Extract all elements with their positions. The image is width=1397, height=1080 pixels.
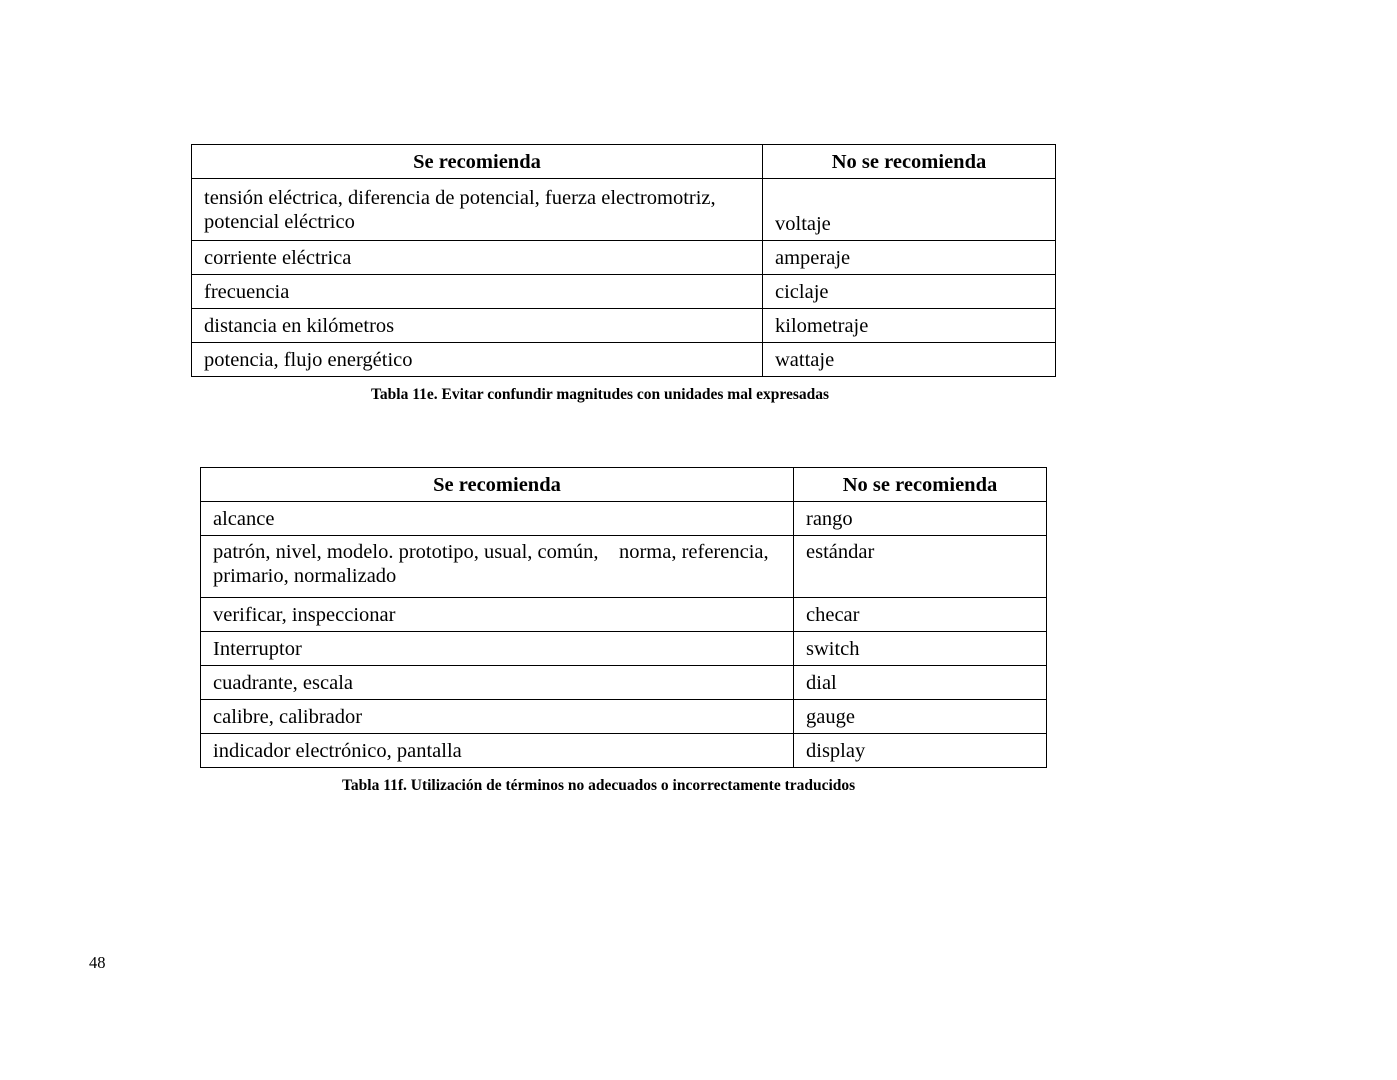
not-recommended-term: kilometraje	[763, 309, 1056, 343]
table-row	[192, 343, 1056, 377]
table-row	[201, 536, 1047, 598]
recommended-term: calibre, calibrador	[201, 700, 794, 734]
table-11f	[200, 467, 1047, 768]
recommended-term: indicador electrónico, pantalla	[201, 734, 794, 768]
table-row	[201, 598, 1047, 632]
not-recommended-term: gauge	[794, 700, 1047, 734]
table-row	[201, 700, 1047, 734]
table-row	[192, 275, 1056, 309]
table-row	[192, 309, 1056, 343]
table-row	[201, 734, 1047, 768]
table-row	[201, 502, 1047, 536]
table-row	[201, 632, 1047, 666]
not-recommended-term: switch	[794, 632, 1047, 666]
not-recommended-term: checar	[794, 598, 1047, 632]
table-header-row	[192, 145, 1056, 179]
table-row	[192, 179, 1056, 241]
recommended-term: cuadrante, escala	[201, 666, 794, 700]
recommended-term: frecuencia	[192, 275, 763, 309]
column-header-recommended: Se recomienda	[201, 468, 794, 502]
not-recommended-term: ciclaje	[763, 275, 1056, 309]
recommended-term: potencia, flujo energético	[192, 343, 763, 377]
table-11e	[191, 144, 1056, 377]
recommended-term: Interruptor	[201, 632, 794, 666]
table-row	[201, 666, 1047, 700]
not-recommended-term: rango	[794, 502, 1047, 536]
recommended-term: tensión eléctrica, diferencia de potencial, fuerza electromotriz, potencial eléctrico	[192, 179, 763, 241]
not-recommended-term: wattaje	[763, 343, 1056, 377]
table-11e-caption: Tabla 11e. Evitar confundir magnitudes con unidades mal expresadas	[371, 386, 830, 403]
not-recommended-term: display	[794, 734, 1047, 768]
column-header-not-recommended: No se recomienda	[794, 468, 1047, 502]
page-number: 48	[89, 953, 106, 972]
recommended-term: verificar, inspeccionar	[201, 598, 794, 632]
recommended-term: distancia en kilómetros	[192, 309, 763, 343]
not-recommended-term: voltaje	[763, 179, 1056, 241]
table-11f-caption: Tabla 11f. Utilización de términos no adecuados o incorrectamente traducidos	[342, 777, 856, 794]
recommended-term: corriente eléctrica	[192, 241, 763, 275]
not-recommended-term: amperaje	[763, 241, 1056, 275]
column-header-recommended: Se recomienda	[192, 145, 763, 179]
table-header-row	[201, 468, 1047, 502]
column-header-not-recommended: No se recomienda	[763, 145, 1056, 179]
table-row	[192, 241, 1056, 275]
not-recommended-term: estándar	[794, 536, 1047, 598]
recommended-term: alcance	[201, 502, 794, 536]
not-recommended-term: dial	[794, 666, 1047, 700]
recommended-term: patrón, nivel, modelo. prototipo, usual, común, norma, referencia, primario, normalizado	[201, 536, 794, 598]
